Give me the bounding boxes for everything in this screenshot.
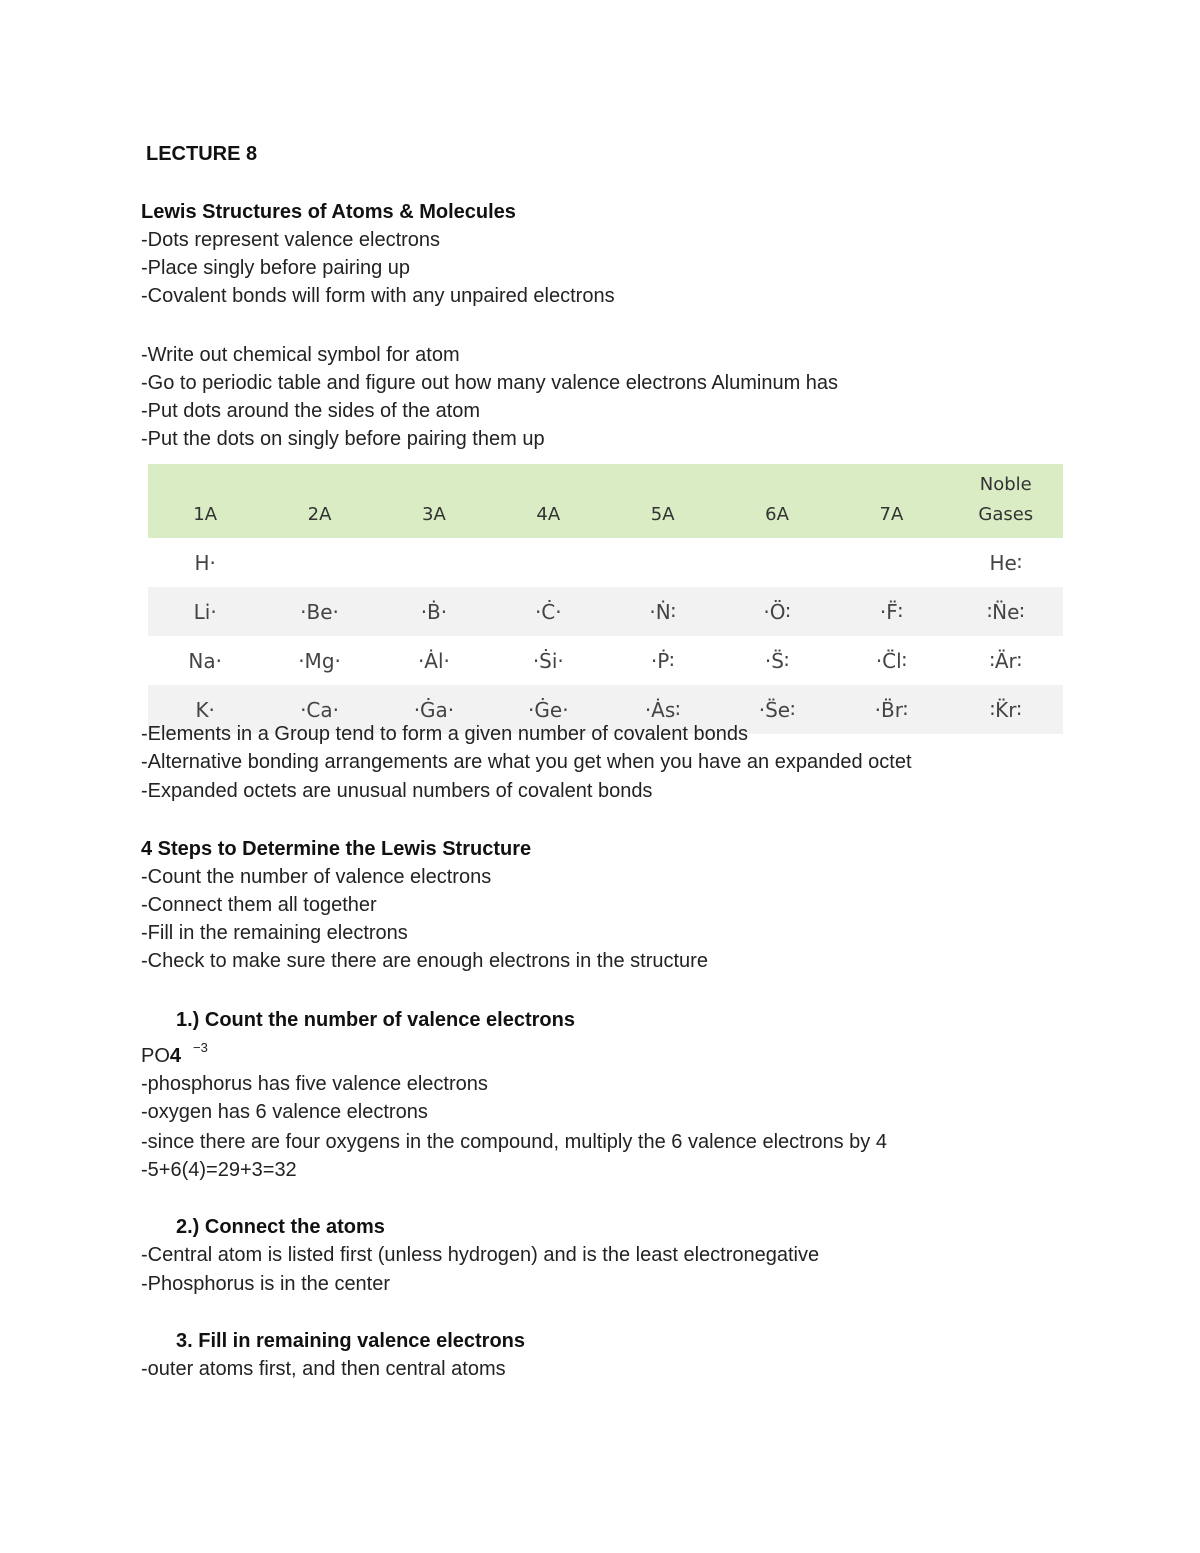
header-3a: 3A	[377, 464, 491, 538]
table-cell: ∶N̈e∶	[949, 587, 1063, 636]
bullet-line: -Alternative bonding arrangements are what you get when you have an expanded octet	[141, 751, 912, 773]
table-cell: ·Ö∶	[720, 587, 834, 636]
formula-po4	[141, 1040, 208, 1070]
table-cell: ·C̈l∶	[875, 648, 907, 673]
bullet-line: -Expanded octets are unusual numbers of covalent bonds	[141, 780, 653, 802]
bullet-line: -5+6(4)=29+3=32	[141, 1159, 297, 1181]
table-cell: ·Ṅ∶	[605, 587, 719, 636]
table-cell: ·F̈∶	[834, 587, 948, 636]
table-cell	[262, 538, 376, 587]
header-7a: 7A	[834, 464, 948, 538]
header-2a: 2A	[262, 464, 376, 538]
bullet-line: -Place singly before pairing up	[141, 257, 411, 279]
header-1a: 1A	[148, 464, 262, 538]
bullet-line: -Write out chemical symbol for atom	[141, 344, 460, 366]
bullet-line: -Connect them all together	[141, 894, 377, 916]
table-row	[148, 636, 1063, 685]
bullet-line: -outer atoms first, and then central atoms	[141, 1358, 506, 1380]
table-cell: ·S̈∶	[764, 648, 790, 673]
step2-heading: 2.) Connect the atoms	[176, 1216, 385, 1238]
table-cell	[834, 538, 948, 587]
table-cell: ·Ȧs∶	[605, 685, 719, 734]
table-cell: ∶K̈r∶	[949, 685, 1063, 734]
lecture-title: LECTURE 8	[146, 143, 258, 165]
table-cell: ·Ġa·	[377, 685, 491, 734]
bullet-line: -Covalent bonds will form with any unpaired electrons	[141, 285, 615, 307]
table-cell: ·Mg·	[298, 648, 341, 673]
bullet-line: -Elements in a Group tend to form a given number of covalent bonds	[141, 723, 749, 745]
header-noble-line2: Gases	[978, 504, 1034, 525]
table-cell: He∶	[989, 550, 1023, 575]
header-noble-gases	[949, 464, 1063, 538]
header-noble-line1: Noble	[979, 474, 1032, 495]
table-cell	[605, 538, 719, 587]
table-cell	[377, 538, 491, 587]
table-cell: ·Be·	[262, 587, 376, 636]
step1-heading: 1.) Count the number of valence electrons	[176, 1009, 575, 1031]
table-cell	[720, 538, 834, 587]
table-cell: ·Ȧl·	[417, 648, 450, 673]
bullet-line: -since there are four oxygens in the compound, multiply the 6 valence electrons by 4	[141, 1131, 887, 1153]
bullet-line: -Fill in the remaining electrons	[141, 922, 408, 944]
bullet-line: -Count the number of valence electrons	[141, 866, 492, 888]
table-cell	[491, 538, 605, 587]
table-cell: H·	[194, 550, 216, 575]
table-cell: ·Ca·	[262, 685, 376, 734]
table-cell: ·Ċ·	[491, 587, 605, 636]
bullet-line: -Dots represent valence electrons	[141, 229, 441, 251]
step3-heading: 3. Fill in remaining valence electrons	[176, 1330, 526, 1352]
header-6a: 6A	[720, 464, 834, 538]
bullet-line: -oxygen has 6 valence electrons	[141, 1101, 428, 1123]
header-5a: 5A	[605, 464, 719, 538]
bullet-line: -Check to make sure there are enough electrons in the structure	[141, 950, 708, 972]
table-cell: ·Ḃ·	[377, 587, 491, 636]
bullet-line: -Phosphorus is in the center	[141, 1273, 391, 1295]
table-header-row	[148, 464, 1063, 538]
table-cell: Na·	[188, 648, 222, 673]
bullet-line: -Central atom is listed first (unless hydrogen) and is the least electronegative	[141, 1244, 820, 1266]
table-row	[148, 587, 1063, 636]
lewis-dot-table	[148, 464, 1063, 734]
table-cell: ·Ṗ∶	[650, 648, 675, 673]
table-cell: K·	[148, 685, 262, 734]
table-row	[148, 538, 1063, 587]
section-heading-lewis: Lewis Structures of Atoms & Molecules	[141, 201, 516, 223]
table-cell: ·B̈r∶	[834, 685, 948, 734]
bullet-line: -Put dots around the sides of the atom	[141, 400, 481, 422]
formula-base: PO	[141, 1045, 170, 1067]
table-cell: ·Ṡi·	[532, 648, 564, 673]
bullet-line: -phosphorus has five valence electrons	[141, 1073, 488, 1095]
bullet-line: -Go to periodic table and figure out how many valence electrons Aluminum has	[141, 372, 839, 394]
table-cell: ·S̈e∶	[720, 685, 834, 734]
formula-subscript: 4	[169, 1045, 182, 1067]
bullet-line: -Put the dots on singly before pairing them up	[141, 428, 545, 450]
section-heading-4-steps: 4 Steps to Determine the Lewis Structure	[141, 838, 532, 860]
table-cell: ∶Är∶	[989, 648, 1022, 673]
table-cell: Li·	[148, 587, 262, 636]
table-cell: ·Ġe·	[491, 685, 605, 734]
header-4a: 4A	[491, 464, 605, 538]
formula-charge: −3	[193, 1040, 208, 1055]
